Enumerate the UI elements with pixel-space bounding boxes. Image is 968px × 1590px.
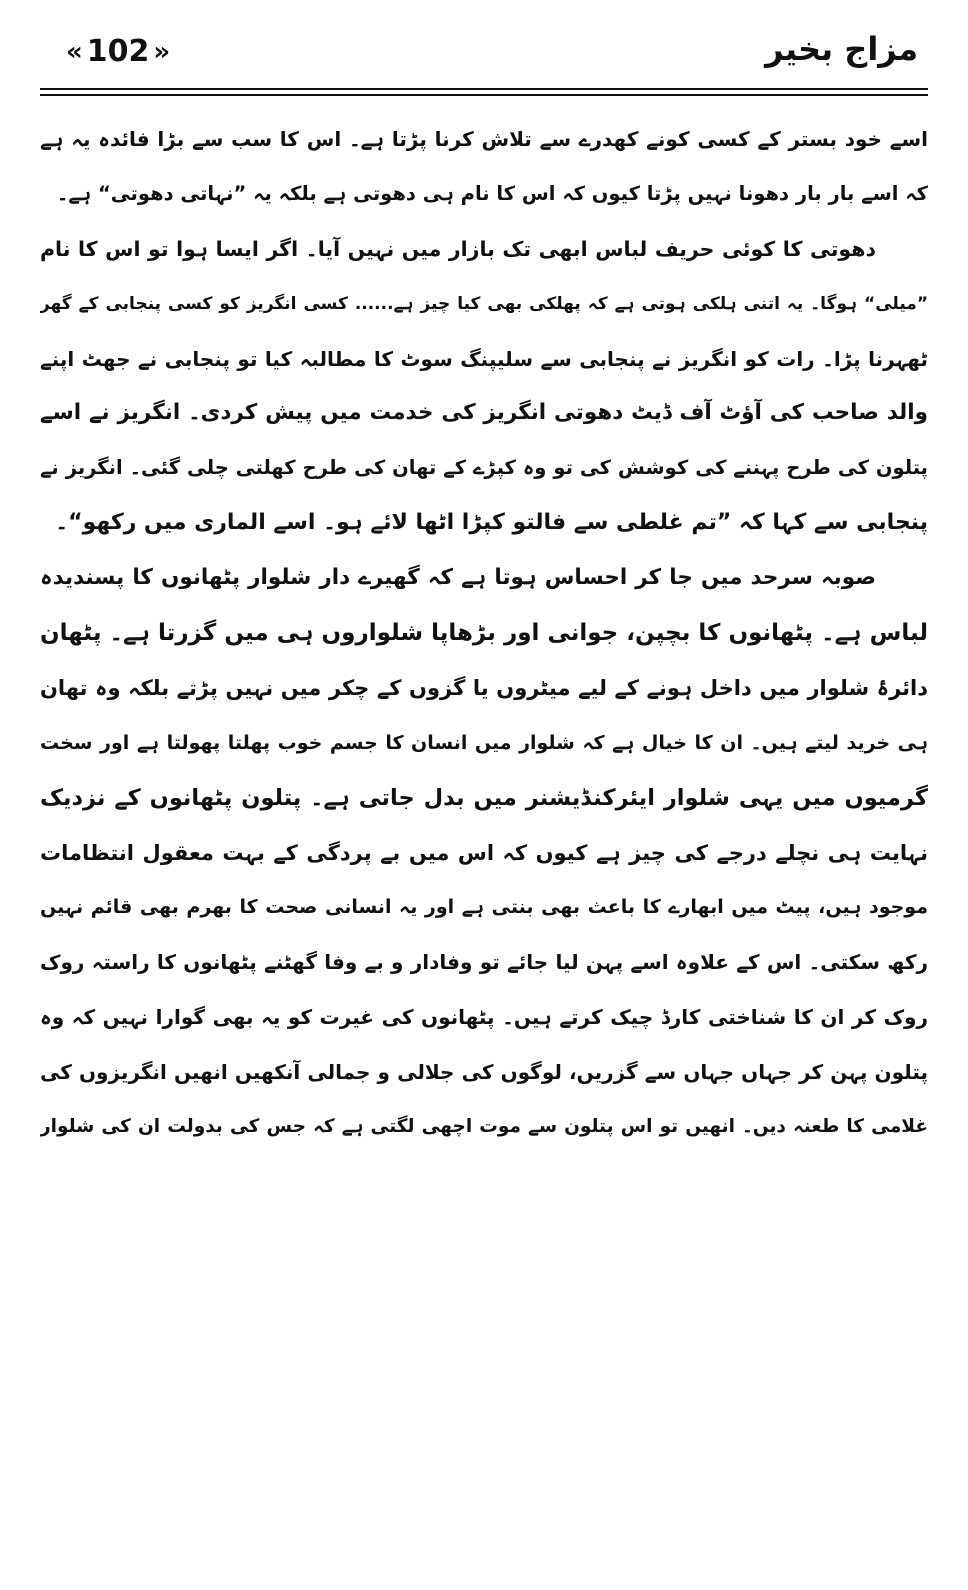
text-line: غلامی کا طعنہ دیں۔ انھیں تو اس پتلون سے موت اچھی لگتی ہے کہ جس کی بدولت ان کی شلوار xyxy=(40,1116,928,1138)
header-divider-top xyxy=(40,88,928,90)
text-line: دھوتی کا کوئی حریف لباس ابھی تک بازار میں نہیں آیا۔ اگر ایسا ہوا تو اس کا نام xyxy=(40,236,876,261)
text-line: ٹھہرنا پڑا۔ رات کو انگریز نے پنجابی سے سلیپنگ سوٹ کا مطالبہ کیا تو پنجابی نے جھٹ اپنے xyxy=(40,346,928,371)
text-line: پتلون کی طرح پہننے کی کوشش کی تو وہ کپڑے کے تھان کی طرح کھلتی چلی گئی۔ انگریز نے xyxy=(40,456,928,480)
text-line: روک کر ان کا شناختی کارڈ چیک کرتے ہیں۔ پٹھانوں کی غیرت کو یہ بھی گوارا نہیں کہ وہ xyxy=(40,1005,928,1030)
page-number-bracket-open: « xyxy=(66,36,83,67)
text-line: موجود ہیں، پیٹ میں ابھارے کا باعث بھی بنتی ہے اور یہ انسانی صحت کا بھرم بھی قائم نہیں xyxy=(40,896,928,919)
text-line: رکھ سکتی۔ اس کے علاوہ اسے پہن لیا جائے تو وفادار و بے وفا گھٹنے پٹھانوں کا راستہ روک xyxy=(40,950,928,975)
page-number-bracket-close: » xyxy=(153,36,171,67)
text-line: پنجابی سے کہا کہ ”تم غلطی سے فالتو کپڑا اٹھا لائے ہو۔ اسے الماری میں رکھو“۔ xyxy=(55,510,928,536)
text-line: والد صاحب کی آؤٹ آف ڈیٹ دھوتی انگریز کی خدمت میں پیش کردی۔ انگریز نے اسے xyxy=(40,400,928,426)
text-line: پتلون پہن کر جہاں جہاں سے گزریں، لوگوں کی جلالی و جمالی آنکھیں انھیں انگریزوں کی xyxy=(40,1060,928,1085)
header-divider-bottom xyxy=(40,94,928,96)
text-line: ”میلی“ ہوگا۔ یہ اتنی ہلکی ہوتی ہے کہ پھلکی بھی کیا چیز ہے...... کسی انگریز کو کسی پنجابی کے گھر xyxy=(40,293,928,314)
text-line: دائرۂ شلوار میں داخل ہونے کے لیے میٹروں یا گزوں کے چکر میں نہیں پڑتے بلکہ وہ تھان xyxy=(40,675,928,700)
text-line: کہ اسے بار بار دھونا نہیں پڑتا کیوں کہ اس کا نام ہی دھوتی ہے بلکہ یہ ”نہاتی دھوتی“ ہے۔ xyxy=(56,181,928,205)
text-line: اسے خود بستر کے کسی کونے کھدرے سے تلاش کرنا پڑتا ہے۔ اس کا سب سے بڑا فائدہ یہ ہے xyxy=(40,127,928,151)
page-header xyxy=(40,22,928,82)
body-text xyxy=(40,112,928,1155)
book-title: مزاج بخیر xyxy=(765,30,918,68)
text-line: ہی خرید لیتے ہیں۔ ان کا خیال ہے کہ شلوار میں انسان کا جسم خوب پھلتا پھولتا ہے اور سخت xyxy=(40,731,928,754)
text-line: لباس ہے۔ پٹھانوں کا بچپن، جوانی اور بڑھاپا شلواروں ہی میں گزرتا ہے۔ پٹھان xyxy=(40,620,928,647)
text-line: گرمیوں میں یہی شلوار ایئرکنڈیشنر میں بدل جاتی ہے۔ پتلون پٹھانوں کے نزدیک xyxy=(40,784,928,811)
text-line: نہایت ہی نچلے درجے کی چیز ہے کیوں کہ اس میں بے پردگی کے بہت معقول انتظامات xyxy=(40,840,928,865)
page-number-value: 102 xyxy=(86,34,150,69)
text-line: صوبہ سرحد میں جا کر احساس ہوتا ہے کہ گھیرے دار شلوار پٹھانوں کا پسندیدہ xyxy=(40,565,876,591)
page-number xyxy=(66,34,170,69)
